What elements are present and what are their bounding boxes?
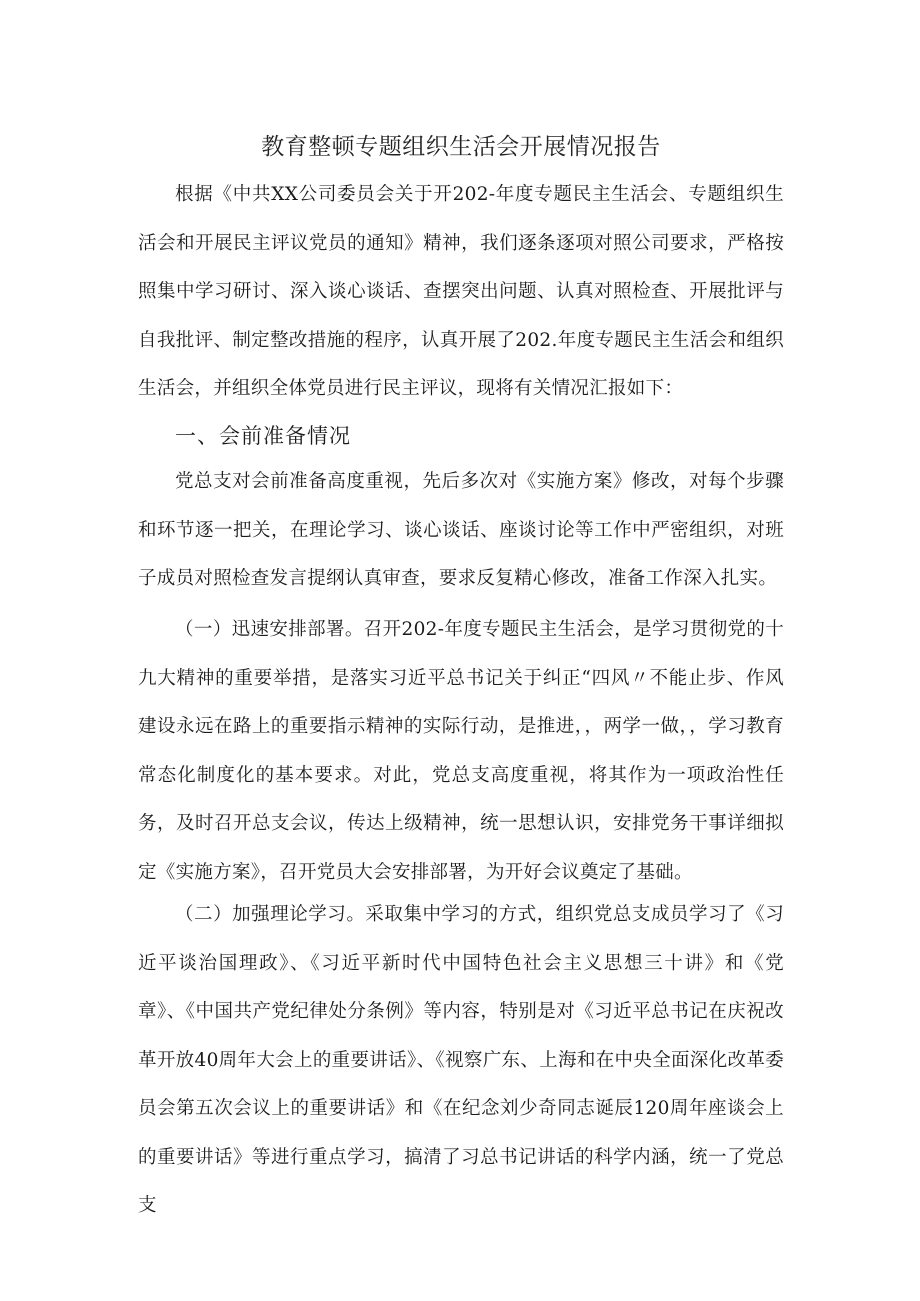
section1-paragraph: 党总支对会前准备高度重视，先后多次对《实施方案》修改，对每个步骤和环节逐一把关，在理论学习、谈心谈话、座谈讨论等工作中严密组织，对班子成员对照检查发言提纲认真审查，要求反复精心修改，准备工作深入扎实。 bbox=[138, 471, 784, 589]
section-heading-1: 一、会前准备情况 bbox=[175, 424, 351, 448]
intro-paragraph: 根据《中共XX公司委员会关于开202-年度专题民主生活会、专题组织生活会和开展民主评议党员的通知》精神，我们逐条逐项对照公司要求，严格按照集中学习研讨、深入谈心谈话、查摆突出问题、认真对照检查、开展批评与自我批评、制定整改措施的程序，认真开展了202.年度专题民主生活会和组织生活会，并组织全体党员进行民主评议，现将有关情况汇报如下： bbox=[138, 184, 784, 399]
document-title: 教育整顿专题组织生活会开展情况报告 bbox=[261, 134, 661, 160]
item-1-paragraph: （一）迅速安排部署。召开202-年度专题民主生活会，是学习贯彻党的十九大精神的重要举措，是落实习近平总书记关于纠正“四风〃不能止步、作风建设永远在路上的重要指示精神的实际行动，是推进，，两学一做，，学习教育常态化制度化的基本要求。对此，党总支高度重视，将其作为一项政治性任务，及时召开总支会议，传达上级精神，统一思想认识，安排党务干事详细拟定《实施方案》，召开党员大会安排部署，为开好会议奠定了基础。 bbox=[138, 619, 784, 883]
item-2-paragraph: （二）加强理论学习。采取集中学习的方式，组织党总支成员学习了《习近平谈治国理政》、《习近平新时代中国特色社会主义思想三十讲》和《党章》、《中国共产党纪律处分条例》等内容，特别是对《习近平总书记在庆祝改革开放40周年大会上的重要讲话》、《视察广东、上海和在中央全面深化改革委员会第五次会议上的重要讲话》和《在纪念刘少奇同志诞辰120周年座谈会上的重要讲话》等进行重点学习，搞清了习总书记讲话的科学内涵，统一了党总支 bbox=[138, 904, 784, 1216]
